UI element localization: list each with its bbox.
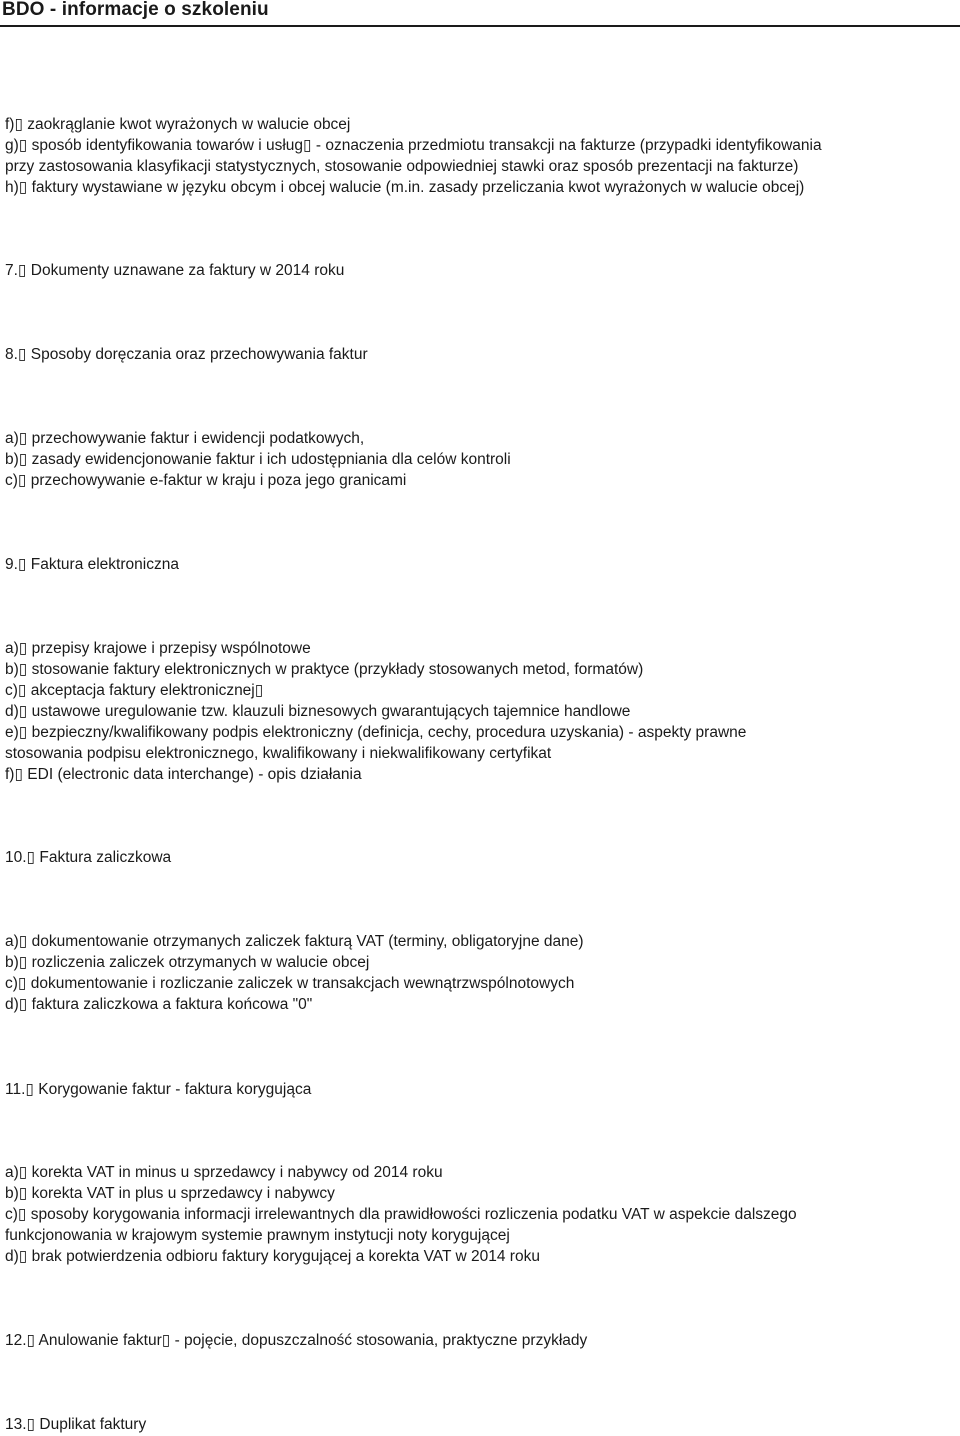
list-item: d)▯ brak potwierdzenia odbioru faktury korygującej a korekta VAT w 2014 roku bbox=[5, 1248, 540, 1265]
list-item-continuation: stosowania podpisu elektronicznego, kwalifikowany i niekwalifikowany certyfikat bbox=[5, 745, 552, 762]
section-heading-10: 10.▯ Faktura zaliczkowa bbox=[5, 849, 172, 866]
list-item: b)▯ zasady ewidencjonowanie faktur i ich udostępniania dla celów kontroli bbox=[5, 451, 511, 468]
section-heading-8: 8.▯ Sposoby doręczania oraz przechowywania faktur bbox=[5, 346, 368, 363]
section-heading-13: 13.▯ Duplikat faktury bbox=[5, 1416, 147, 1433]
list-item: d)▯ ustawowe uregulowanie tzw. klauzuli biznesowych gwarantujących tajemnice handlowe bbox=[5, 703, 631, 720]
list-item: a)▯ korekta VAT in minus u sprzedawcy i nabywcy od 2014 roku bbox=[5, 1164, 443, 1181]
document-header bbox=[0, 0, 960, 26]
list-item: f)▯ EDI (electronic data interchange) - opis działania bbox=[5, 766, 362, 783]
section-heading-7: 7.▯ Dokumenty uznawane za faktury w 2014 roku bbox=[5, 262, 345, 279]
list-item: b)▯ rozliczenia zaliczek otrzymanych w walucie obcej bbox=[5, 954, 370, 971]
list-item-g-continuation: przy zastosowania klasyfikacji statystycznych, stosowanie odpowiedniej stawki oraz sposób prezentacji na fakturze) bbox=[5, 158, 799, 175]
document-title: BDO - informacje o szkoleniu bbox=[2, 0, 269, 20]
list-item: d)▯ faktura zaliczkowa a faktura końcowa "0" bbox=[5, 996, 313, 1013]
list-item: b)▯ stosowanie faktury elektronicznych w praktyce (przykłady stosowanych metod, formatów) bbox=[5, 661, 644, 678]
list-item: c)▯ dokumentowanie i rozliczanie zaliczek w transakcjach wewnątrzwspólnotowych bbox=[5, 975, 575, 992]
list-item-h: h)▯ faktury wystawiane w języku obcym i obcej walucie (m.in. zasady przeliczania kwot wyrażonych w walucie obcej) bbox=[5, 179, 805, 196]
list-item: c)▯ sposoby korygowania informacji irrelewantnych dla prawidłowości rozliczenia podatku VAT w aspekcie dalszego bbox=[5, 1206, 797, 1223]
header-divider bbox=[0, 25, 960, 27]
list-item-f: f)▯ zaokrąglanie kwot wyrażonych w walucie obcej bbox=[5, 116, 351, 133]
list-item: a)▯ dokumentowanie otrzymanych zaliczek fakturą VAT (terminy, obligatoryjne dane) bbox=[5, 933, 584, 950]
list-item: a)▯ przepisy krajowe i przepisy wspólnotowe bbox=[5, 640, 311, 657]
list-item-g: g)▯ sposób identyfikowania towarów i usług▯ - oznaczenia przedmiotu transakcji na fakturze (przypadki identyfikowania bbox=[5, 137, 822, 154]
list-item-continuation: funkcjonowania w krajowym systemie prawnym instytucji noty korygującej bbox=[5, 1227, 510, 1244]
list-item: c)▯ przechowywanie e-faktur w kraju i poza jego granicami bbox=[5, 472, 407, 489]
list-item: e)▯ bezpieczny/kwalifikowany podpis elektroniczny (definicja, cechy, procedura uzyskania) - aspekty prawne bbox=[5, 724, 747, 741]
section-heading-11: 11.▯ Korygowanie faktur - faktura korygująca bbox=[5, 1081, 312, 1098]
list-item: a)▯ przechowywanie faktur i ewidencji podatkowych, bbox=[5, 430, 365, 447]
list-item: c)▯ akceptacja faktury elektronicznej▯ bbox=[5, 682, 264, 699]
list-item: b)▯ korekta VAT in plus u sprzedawcy i nabywcy bbox=[5, 1185, 335, 1202]
section-heading-12: 12.▯ Anulowanie faktur▯ - pojęcie, dopuszczalność stosowania, praktyczne przykłady bbox=[5, 1332, 588, 1349]
section-heading-9: 9.▯ Faktura elektroniczna bbox=[5, 556, 179, 573]
